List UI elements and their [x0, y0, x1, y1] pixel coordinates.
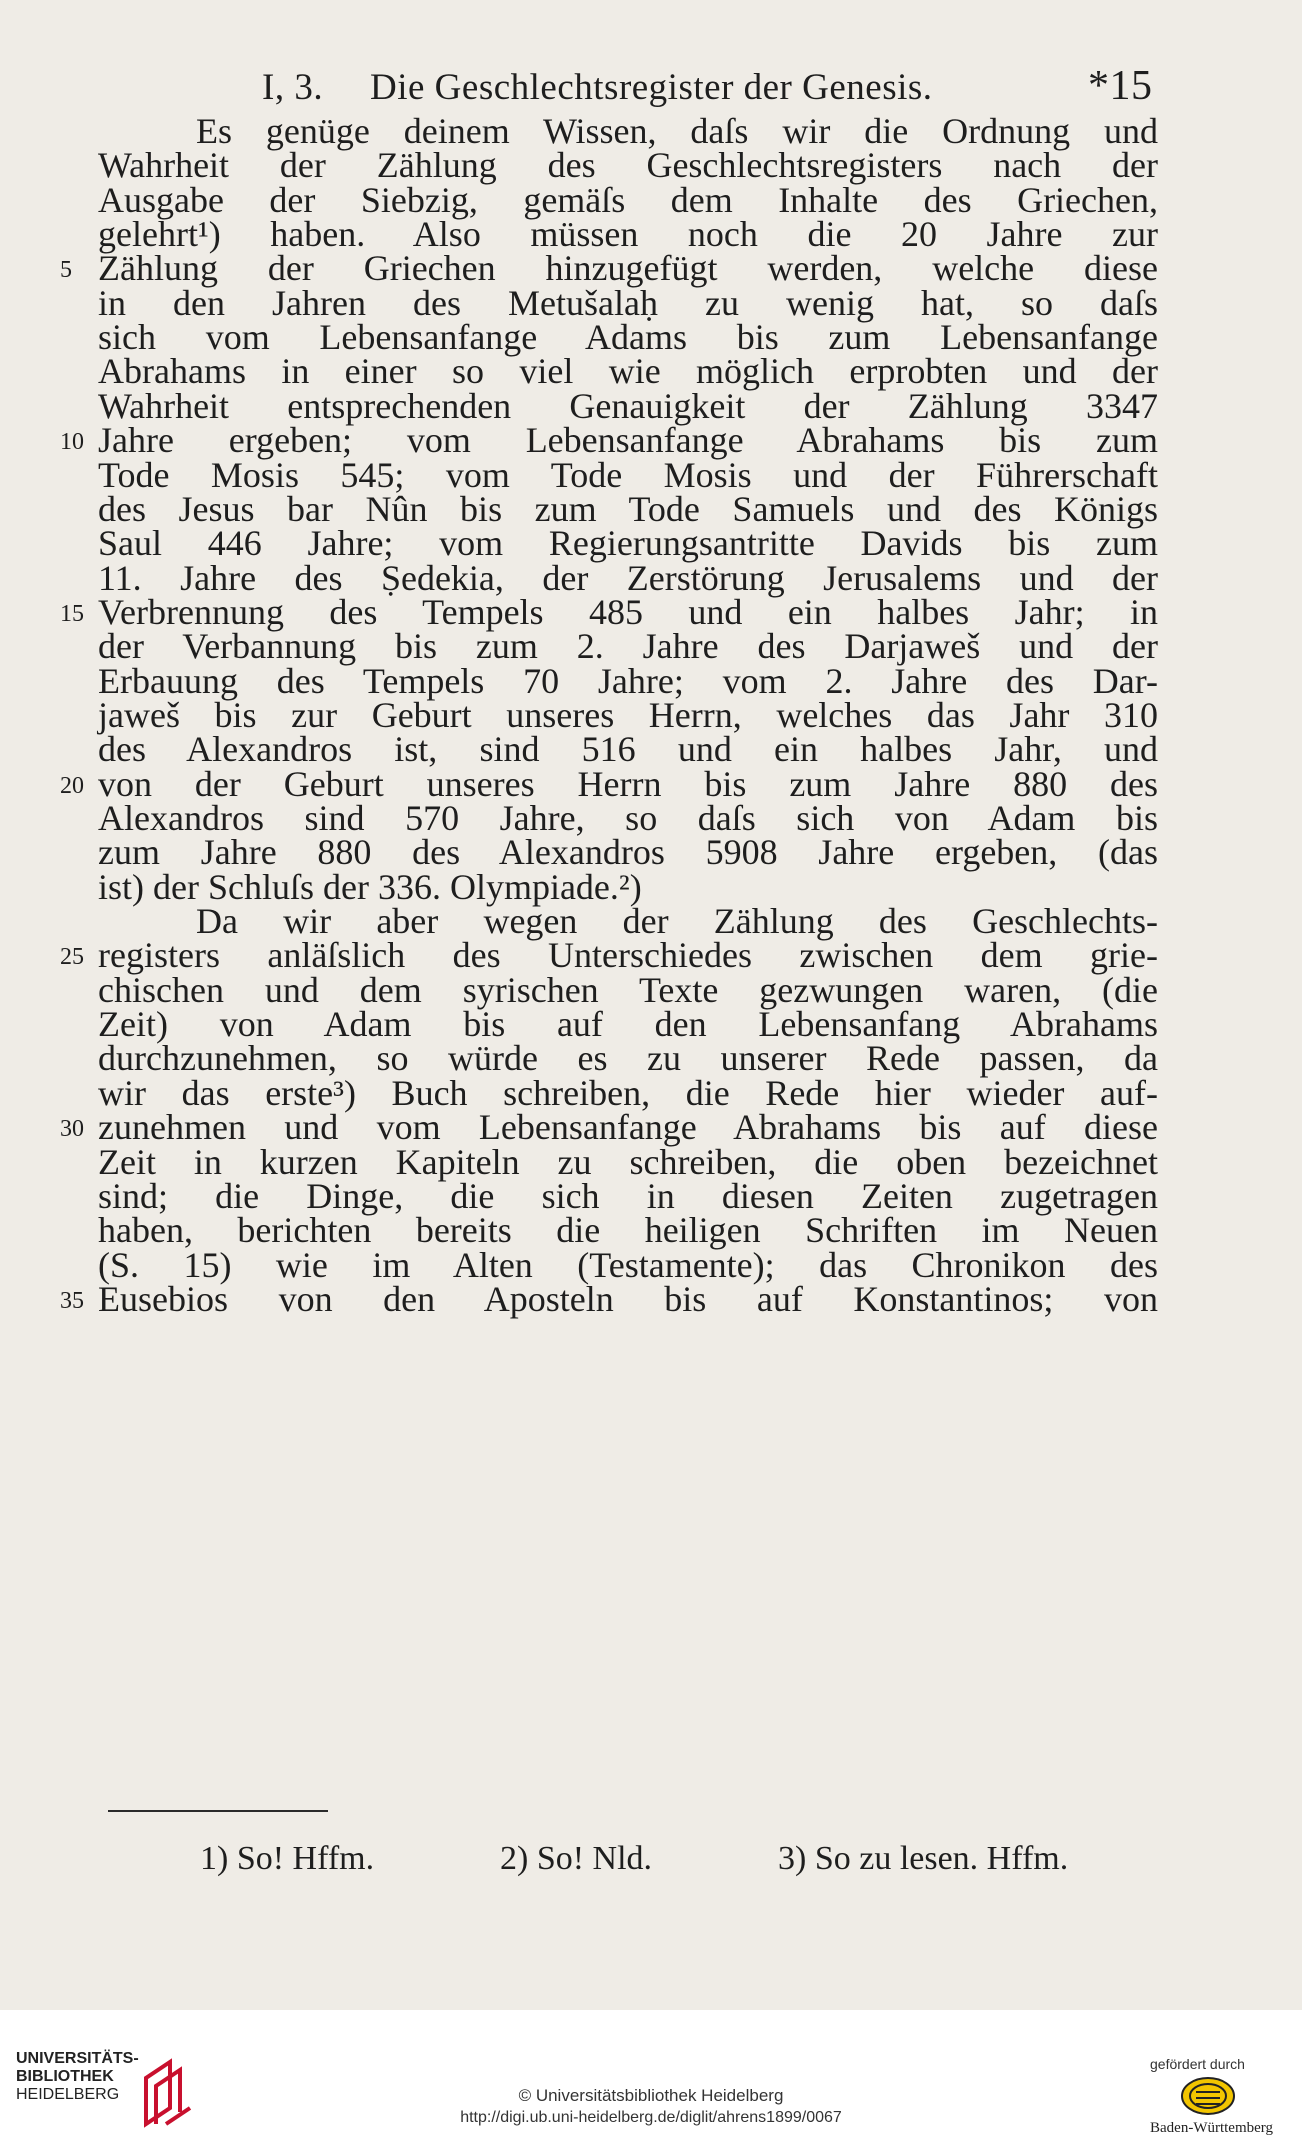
library-name-line-1: UNIVERSITÄTS-	[16, 2050, 139, 2067]
text-line: des Jesus bar Nûn bis zum Tode Samuels und des Königs	[98, 489, 1158, 529]
text-line: Abrahams in einer so viel wie möglich erprobten und der	[98, 351, 1158, 391]
text-line: Saul 446 Jahre; vom Regierungsantritte Davids bis zum	[98, 523, 1158, 563]
text-line: chischen und dem syrischen Texte gezwungen waren, (die	[98, 970, 1158, 1010]
coat-of-arms-icon[interactable]	[1180, 2076, 1236, 2116]
digitization-footer	[0, 2010, 1302, 2136]
text-line: Jahre ergeben; vom Lebensanfange Abrahams bis zum	[98, 420, 1158, 460]
text-line: in den Jahren des Metušalaḥ zu wenig hat, so daſs	[98, 283, 1158, 323]
text-line: Da wir aber wegen der Zählung des Geschlechts-	[196, 901, 1158, 941]
text-line: ist) der Schluſs der 336. Olympiade.²)	[98, 867, 642, 907]
text-line: 11. Jahre des Ṣedekia, der Zerstörung Jerusalems und der	[98, 558, 1158, 598]
text-line: Alexandros sind 570 Jahre, so daſs sich von Adam bis	[98, 798, 1158, 838]
running-header-title: Die Geschlechtsregister der Genesis.	[370, 67, 933, 108]
footnote-3: 3) So zu lesen. Hffm.	[778, 1840, 1069, 1877]
footnote-separator	[108, 1810, 328, 1812]
text-line: registers anläſslich des Unterschiedes zwischen dem grie-	[98, 935, 1158, 975]
copyright-notice: © Universitätsbibliothek Heidelberg	[518, 2086, 784, 2105]
text-line: der Verbannung bis zum 2. Jahre des Darjaweš und der	[98, 626, 1158, 666]
page-number: *15	[1088, 63, 1153, 109]
text-line: des Alexandros ist, sind 516 und ein halbes Jahr, und	[98, 729, 1158, 769]
text-line: Tode Mosis 545; vom Tode Mosis und der Führerschaft	[98, 455, 1158, 495]
text-line: Zählung der Griechen hinzugefügt werden, welche diese	[98, 248, 1158, 288]
text-line: durchzunehmen, so würde es zu unserer Rede passen, da	[98, 1038, 1158, 1078]
text-line: Wahrheit der Zählung des Geschlechtsregisters nach der	[98, 145, 1158, 185]
text-line: sind; die Dinge, die sich in diesen Zeiten zugetragen	[98, 1176, 1158, 1216]
text-line: Verbrennung des Tempels 485 und ein halbes Jahr; in	[98, 592, 1158, 632]
text-line: haben, berichten bereits die heiligen Schriften im Neuen	[98, 1210, 1158, 1250]
library-name-line-2: BIBLIOTHEK	[16, 2068, 114, 2085]
line-number: 5	[60, 257, 72, 283]
footnotes	[0, 1836, 1302, 1882]
text-line: Zeit) von Adam bis auf den Lebensanfang Abrahams	[98, 1004, 1158, 1044]
text-line: zunehmen und vom Lebensanfange Abrahams bis auf diese	[98, 1107, 1158, 1147]
line-number: 15	[60, 601, 84, 627]
text-line: wir das erste³) Buch schreiben, die Rede hier wieder auf-	[98, 1073, 1158, 1113]
sponsor-name: Baden-Württemberg	[1150, 2120, 1274, 2136]
text-line: (S. 15) wie im Alten (Testamente); das Chronikon des	[98, 1245, 1158, 1285]
text-line: sich vom Lebensanfange Adams bis zum Lebensanfange	[98, 317, 1158, 357]
text-line: von der Geburt unseres Herrn bis zum Jahre 880 des	[98, 764, 1158, 804]
footnote-2: 2) So! Nld.	[500, 1840, 653, 1877]
line-number: 35	[60, 1288, 84, 1314]
text-line: Zeit in kurzen Kapiteln zu schreiben, die oben bezeichnet	[98, 1142, 1158, 1182]
running-header-section: I, 3.	[262, 67, 324, 108]
text-line: Erbauung des Tempels 70 Jahre; vom 2. Jahre des Dar-	[98, 661, 1158, 701]
text-line: Ausgabe der Siebzig, gemäſs dem Inhalte des Griechen,	[98, 180, 1158, 220]
text-line: jaweš bis zur Geburt unseres Herrn, welches das Jahr 310	[98, 695, 1158, 735]
source-url-link[interactable]: http://digi.ub.uni-heidelberg.de/diglit/ahrens1899/0067	[460, 2109, 842, 2126]
text-line: Es genüge deinem Wissen, daſs wir die Ordnung und	[196, 111, 1158, 151]
line-number: 10	[60, 429, 84, 455]
text-line: Eusebios von den Aposteln bis auf Konstantinos; von	[98, 1279, 1158, 1319]
text-line: zum Jahre 880 des Alexandros 5908 Jahre ergeben, (das	[98, 832, 1158, 872]
line-number: 25	[60, 944, 84, 970]
text-line: gelehrt¹) haben. Also müssen noch die 20 Jahre zur	[98, 214, 1158, 254]
footnote-1: 1) So! Hffm.	[200, 1840, 375, 1877]
line-number: 30	[60, 1116, 84, 1142]
line-number: 20	[60, 773, 84, 799]
library-name-line-3: HEIDELBERG	[16, 2086, 120, 2103]
text-line: Wahrheit entsprechenden Genauigkeit der Zählung 3347	[98, 386, 1158, 426]
sponsor-label: gefördert durch	[1150, 2056, 1245, 2072]
